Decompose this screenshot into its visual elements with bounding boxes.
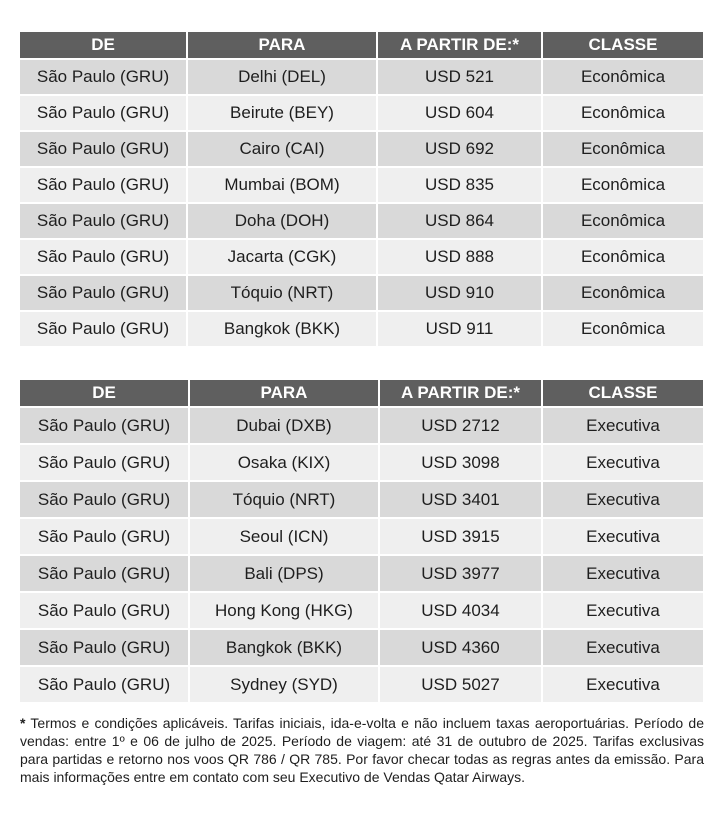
cell-destination: Tóquio (NRT)	[190, 480, 380, 517]
cell-destination: Osaka (KIX)	[190, 443, 380, 480]
terms-footnote	[20, 714, 704, 786]
table-row	[20, 517, 703, 554]
table-row	[20, 554, 703, 591]
cell-class: Executiva	[543, 443, 703, 480]
cell-price: USD 521	[378, 58, 543, 94]
table-row	[20, 591, 703, 628]
header-classe: CLASSE	[543, 32, 703, 58]
cell-destination: Doha (DOH)	[188, 202, 378, 238]
cell-origin: São Paulo (GRU)	[20, 274, 188, 310]
cell-destination: Cairo (CAI)	[188, 130, 378, 166]
cell-class: Econômica	[543, 238, 703, 274]
footnote-text: Termos e condições aplicáveis. Tarifas iniciais, ida-e-volta e não incluem taxas aeroportuárias. Período de vendas: entre 1º e 06 de julho de 2025. Período de viagem: até 31 de outubro de 2025. Tarifas exclusivas para partidas e retorno nos voos QR 786 / QR 785. Por favor checar todas as regras antes da emissão. Para mais informações entre em contato com seu Executivo de Vendas Qatar Airways.	[20, 715, 704, 785]
header-de: DE	[20, 32, 188, 58]
header-a-partir-de: A PARTIR DE:*	[378, 32, 543, 58]
table-row	[20, 443, 703, 480]
cell-price: USD 3098	[380, 443, 543, 480]
cell-destination: Tóquio (NRT)	[188, 274, 378, 310]
table-row	[20, 202, 703, 238]
table-row	[20, 274, 703, 310]
cell-class: Executiva	[543, 480, 703, 517]
cell-origin: São Paulo (GRU)	[20, 166, 188, 202]
cell-class: Econômica	[543, 130, 703, 166]
economy-fares-table	[20, 32, 703, 346]
cell-origin: São Paulo (GRU)	[20, 480, 190, 517]
cell-price: USD 835	[378, 166, 543, 202]
cell-class: Executiva	[543, 406, 703, 443]
header-classe: CLASSE	[543, 380, 703, 406]
table-row	[20, 480, 703, 517]
cell-price: USD 3401	[380, 480, 543, 517]
cell-price: USD 692	[378, 130, 543, 166]
cell-class: Executiva	[543, 628, 703, 665]
table-row	[20, 58, 703, 94]
cell-price: USD 604	[378, 94, 543, 130]
cell-destination: Bangkok (BKK)	[190, 628, 380, 665]
cell-destination: Delhi (DEL)	[188, 58, 378, 94]
cell-price: USD 3915	[380, 517, 543, 554]
table-row	[20, 130, 703, 166]
cell-origin: São Paulo (GRU)	[20, 58, 188, 94]
header-para: PARA	[188, 32, 378, 58]
cell-destination: Jacarta (CGK)	[188, 238, 378, 274]
cell-origin: São Paulo (GRU)	[20, 443, 190, 480]
cell-origin: São Paulo (GRU)	[20, 238, 188, 274]
table-header-row	[20, 32, 703, 58]
cell-destination: Hong Kong (HKG)	[190, 591, 380, 628]
table-row	[20, 406, 703, 443]
table-row	[20, 628, 703, 665]
header-a-partir-de: A PARTIR DE:*	[380, 380, 543, 406]
cell-origin: São Paulo (GRU)	[20, 554, 190, 591]
cell-origin: São Paulo (GRU)	[20, 94, 188, 130]
cell-destination: Bali (DPS)	[190, 554, 380, 591]
cell-destination: Bangkok (BKK)	[188, 310, 378, 346]
cell-origin: São Paulo (GRU)	[20, 517, 190, 554]
cell-origin: São Paulo (GRU)	[20, 628, 190, 665]
cell-price: USD 910	[378, 274, 543, 310]
cell-class: Econômica	[543, 274, 703, 310]
cell-class: Econômica	[543, 166, 703, 202]
cell-class: Executiva	[543, 591, 703, 628]
cell-price: USD 3977	[380, 554, 543, 591]
cell-price: USD 888	[378, 238, 543, 274]
business-rows	[20, 406, 703, 702]
cell-destination: Sydney (SYD)	[190, 665, 380, 702]
cell-origin: São Paulo (GRU)	[20, 406, 190, 443]
cell-price: USD 4360	[380, 628, 543, 665]
cell-origin: São Paulo (GRU)	[20, 130, 188, 166]
cell-price: USD 4034	[380, 591, 543, 628]
cell-price: USD 2712	[380, 406, 543, 443]
table-row	[20, 94, 703, 130]
table-row	[20, 310, 703, 346]
cell-origin: São Paulo (GRU)	[20, 591, 190, 628]
footnote-asterisk: *	[20, 715, 26, 731]
cell-destination: Dubai (DXB)	[190, 406, 380, 443]
table-row	[20, 166, 703, 202]
cell-destination: Beirute (BEY)	[188, 94, 378, 130]
cell-class: Executiva	[543, 517, 703, 554]
cell-destination: Seoul (ICN)	[190, 517, 380, 554]
cell-price: USD 864	[378, 202, 543, 238]
table-header-row	[20, 380, 703, 406]
cell-origin: São Paulo (GRU)	[20, 310, 188, 346]
cell-price: USD 5027	[380, 665, 543, 702]
cell-destination: Mumbai (BOM)	[188, 166, 378, 202]
table-row	[20, 665, 703, 702]
cell-class: Econômica	[543, 310, 703, 346]
cell-class: Econômica	[543, 58, 703, 94]
header-de: DE	[20, 380, 190, 406]
cell-origin: São Paulo (GRU)	[20, 665, 190, 702]
cell-class: Econômica	[543, 94, 703, 130]
cell-class: Executiva	[543, 665, 703, 702]
cell-price: USD 911	[378, 310, 543, 346]
economy-rows	[20, 58, 703, 346]
business-fares-table	[20, 380, 703, 702]
cell-class: Econômica	[543, 202, 703, 238]
header-para: PARA	[190, 380, 380, 406]
table-row	[20, 238, 703, 274]
cell-origin: São Paulo (GRU)	[20, 202, 188, 238]
cell-class: Executiva	[543, 554, 703, 591]
